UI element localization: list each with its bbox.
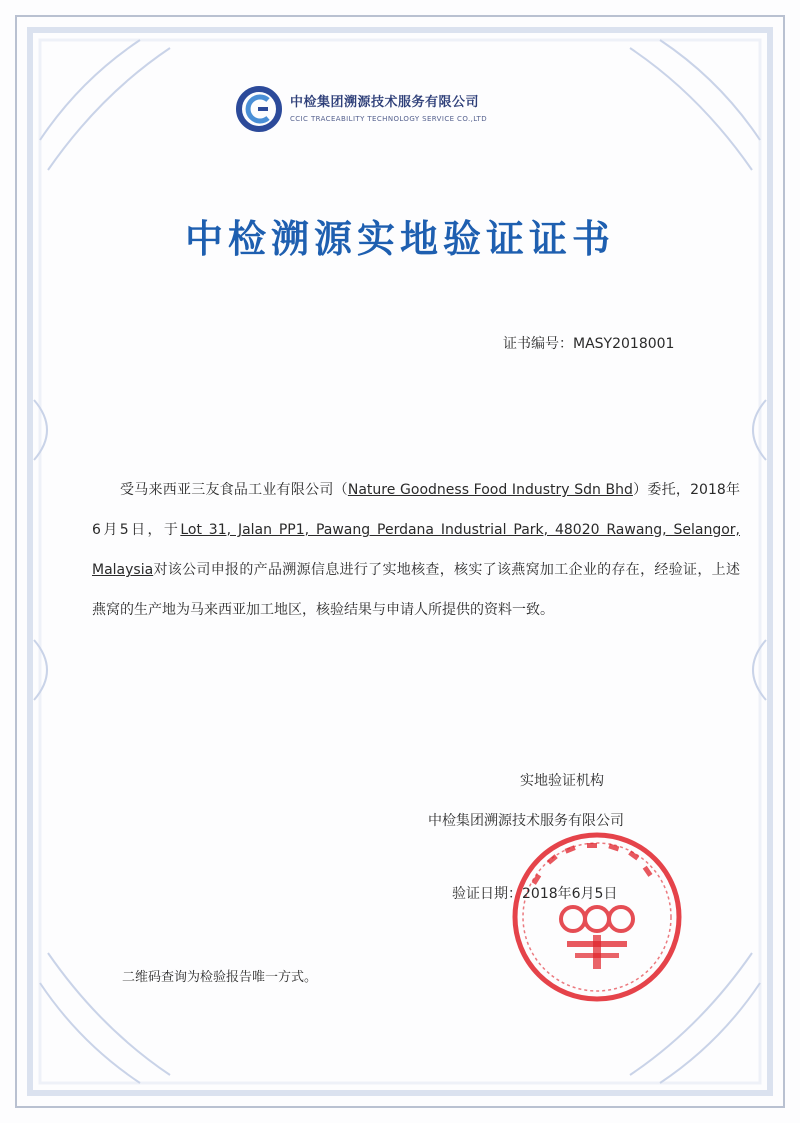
- certificate-number: 证书编号：MASY2018001: [503, 336, 675, 352]
- company-english-name: Nature Goodness Food Industry Sdn Bhd: [347, 482, 633, 498]
- official-seal-icon: [509, 829, 685, 1005]
- issuer-label: 实地验证机构: [520, 773, 604, 789]
- certificate-body: [92, 470, 740, 630]
- body-commission: ）委托，2018年6月5日，于: [92, 482, 740, 538]
- company-address: Lot 31, Jalan PP1, Pawang Perdana Industrial Park, 48020 Rawang, Selangor, Malaysia: [92, 522, 740, 578]
- organization-name-english: CCIC TRACEABILITY TECHNOLOGY SERVICE CO.,LTD: [290, 115, 488, 123]
- company-logo-icon: [236, 86, 282, 132]
- body-conclusion: 对该公司申报的产品溯源信息进行了实地核查，核实了该燕窝加工企业的存在，经验证，上述燕窝的生产地为马来西亚加工地区，核验结果与申请人所提供的资料一致。: [92, 562, 740, 618]
- qr-code-footnote: 二维码查询为检验报告唯一方式。: [122, 970, 318, 985]
- verification-date: 验证日期：2018年6月5日: [452, 886, 618, 902]
- certificate-title: 中检溯源实地验证证书: [184, 216, 615, 261]
- body-intro: 受马来西亚三友食品工业有限公司（: [120, 482, 348, 498]
- organization-name: 中检集团溯源技术服务有限公司: [290, 95, 480, 110]
- issuer-name: 中检集团溯源技术服务有限公司: [428, 813, 624, 829]
